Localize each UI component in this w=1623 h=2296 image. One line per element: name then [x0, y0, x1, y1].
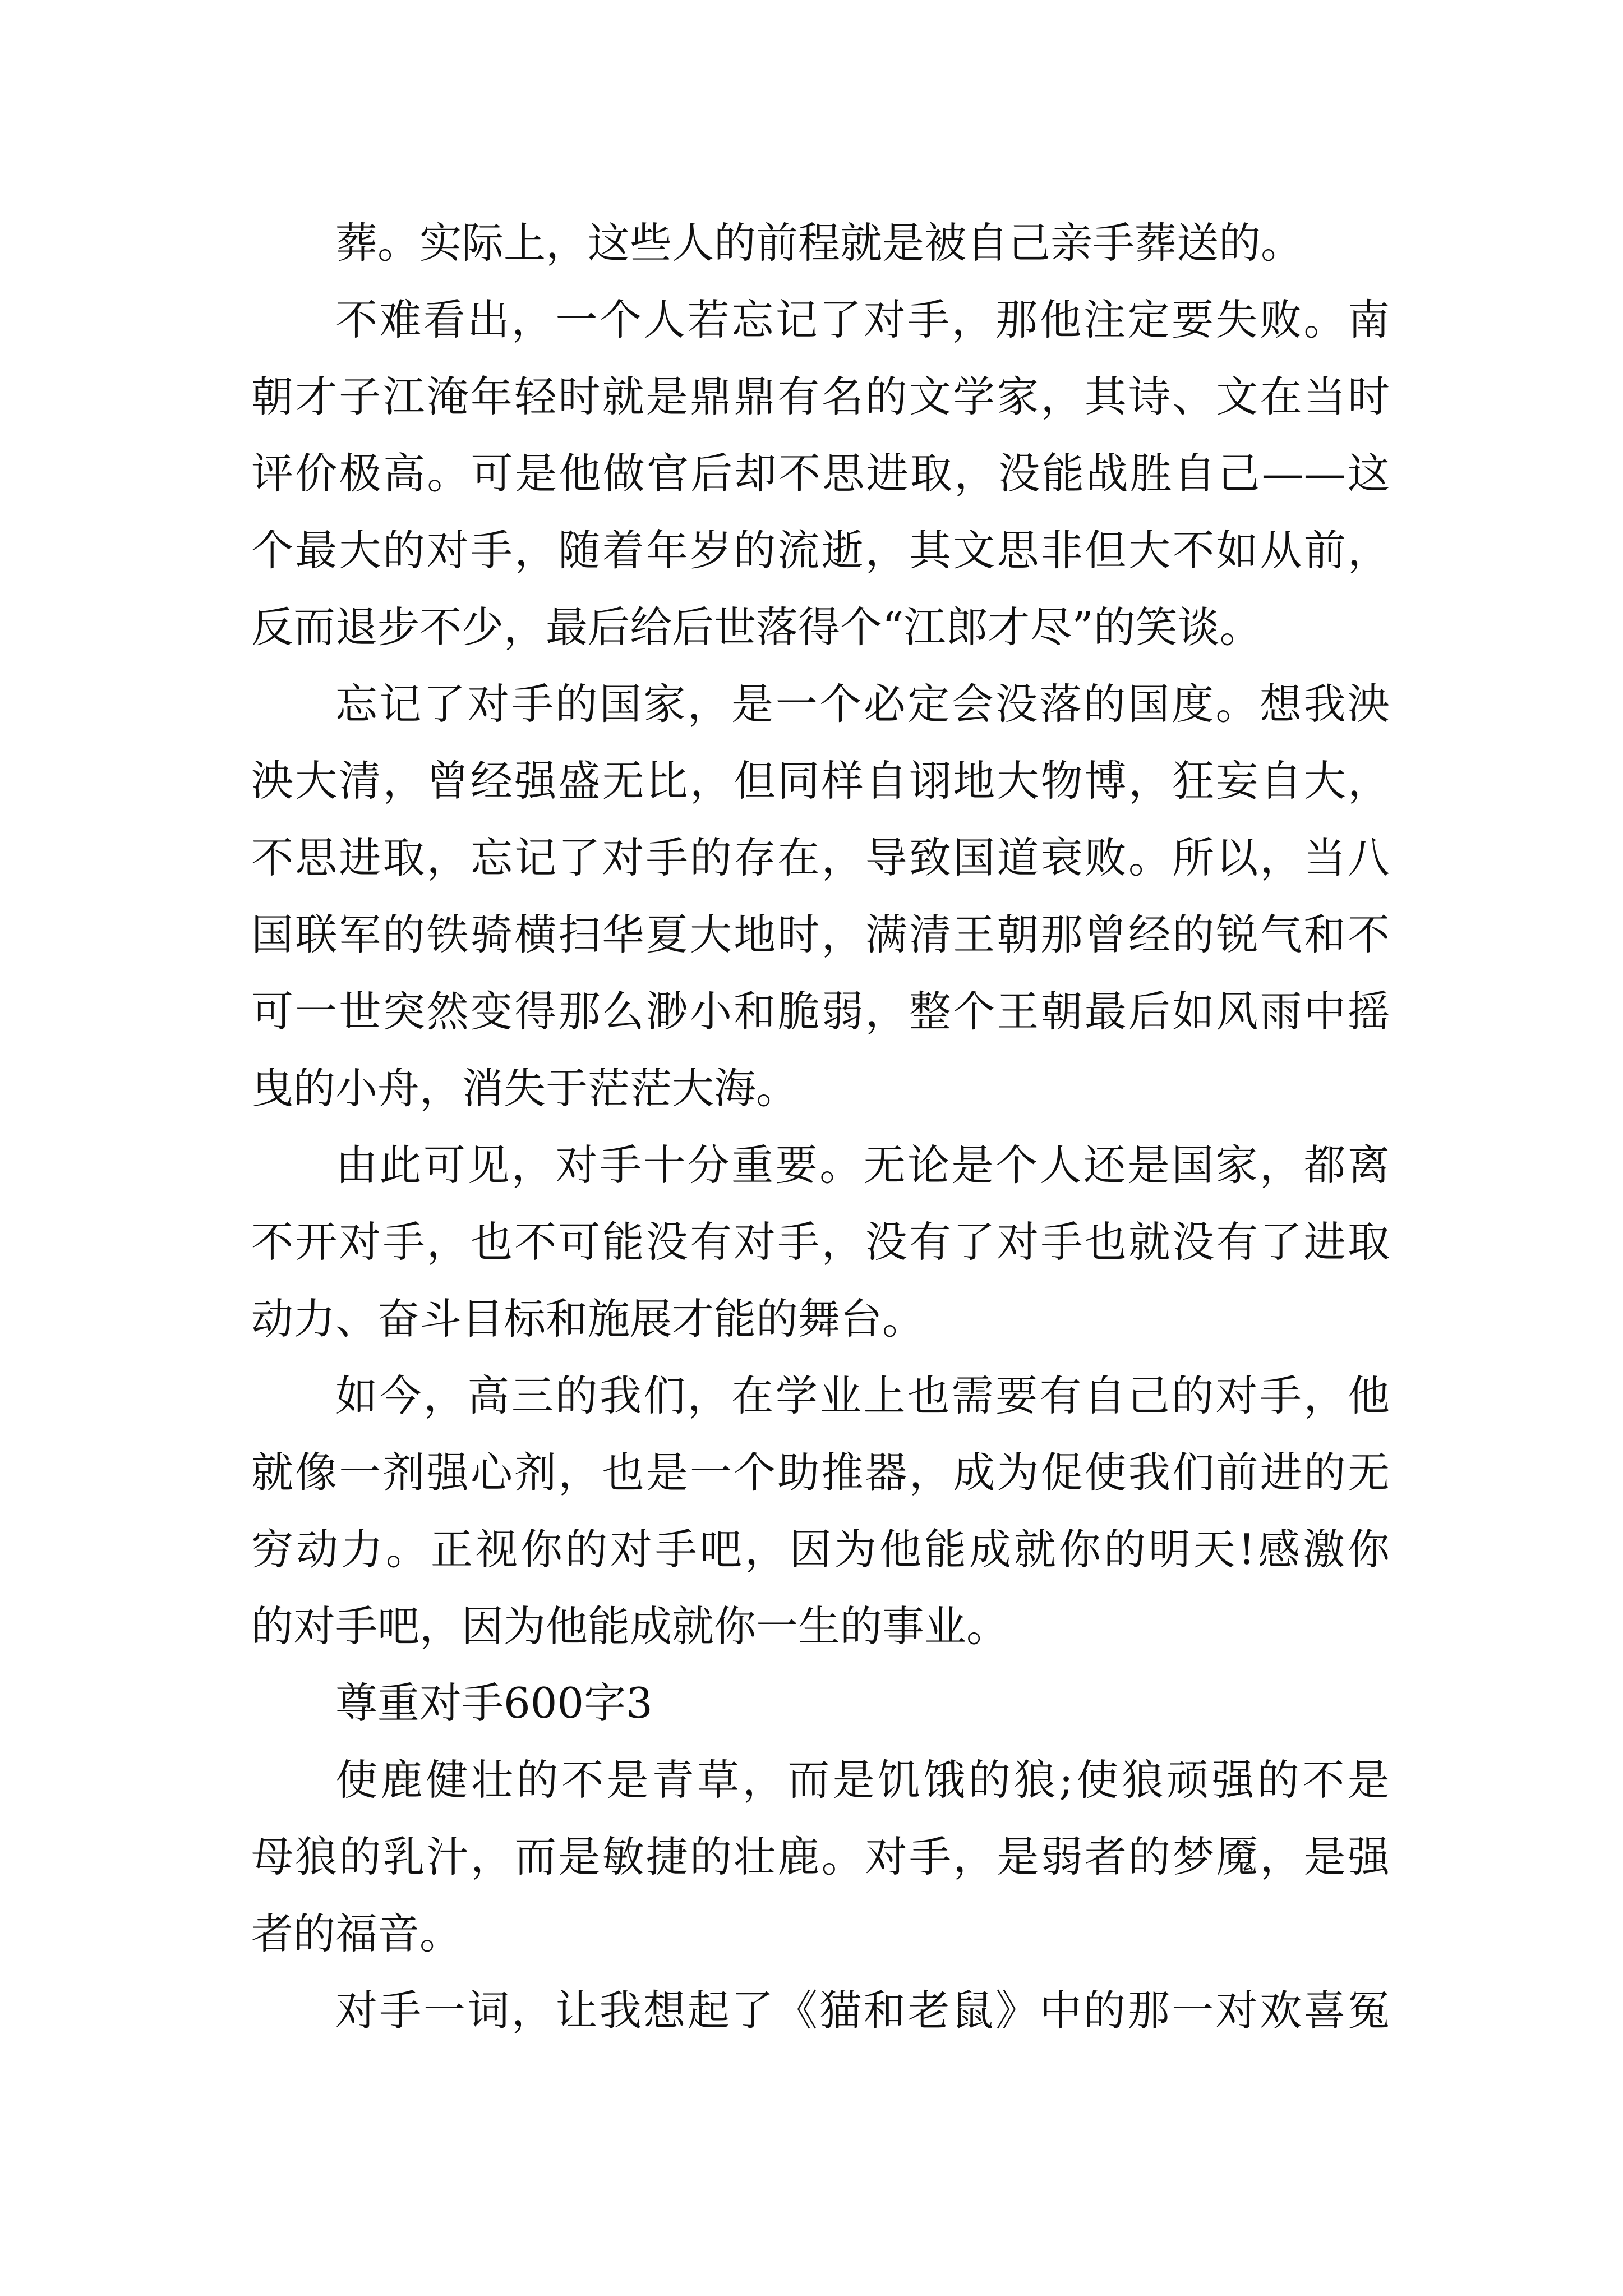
paragraph-line: 对手一词，让我想起了《猫和老鼠》中的那一对欢喜冤	[335, 1986, 1390, 2035]
paragraph-line: 葬。实际上，这些人的前程就是被自己亲手葬送的。	[335, 218, 1303, 268]
paragraph-line: 的对手吧，因为他能成就你一生的事业。	[251, 1602, 1009, 1651]
section-heading: 尊重对手600字3	[335, 1678, 653, 1728]
paragraph-line: 可一世突然变得那么渺小和脆弱，整个王朝最后如风雨中摇	[251, 987, 1390, 1036]
paragraph-line: 泱大清，曾经强盛无比，但同样自诩地大物博，狂妄自大，	[251, 756, 1390, 806]
paragraph-line: 动力、奋斗目标和施展才能的舞台。	[251, 1294, 925, 1343]
paragraph-line: 忘记了对手的国家，是一个必定会没落的国度。想我泱	[335, 679, 1390, 729]
paragraph-line: 个最大的对手，随着年岁的流逝，其文思非但大不如从前，	[251, 526, 1390, 575]
paragraph-line: 不思进取，忘记了对手的存在，导致国道衰败。所以，当八	[251, 833, 1390, 882]
paragraph-line: 评价极高。可是他做官后却不思进取，没能战胜自己——这	[251, 449, 1390, 498]
paragraph-line: 由此可见，对手十分重要。无论是个人还是国家，都离	[335, 1140, 1390, 1190]
paragraph-line: 不开对手，也不可能没有对手，没有了对手也就没有了进取	[251, 1217, 1390, 1267]
paragraph-line: 母狼的乳汁，而是敏捷的壮鹿。对手，是弱者的梦魇，是强	[251, 1832, 1390, 1881]
paragraph-line: 如今，高三的我们，在学业上也需要有自己的对手，他	[335, 1371, 1390, 1420]
paragraph-line: 国联军的铁骑横扫华夏大地时，满清王朝那曾经的锐气和不	[251, 910, 1390, 959]
paragraph-line: 反而退步不少，最后给后世落得个“江郎才尽”的笑谈。	[251, 602, 1262, 652]
paragraph-line: 者的福音。	[251, 1909, 462, 1958]
paragraph-line: 朝才子江淹年轻时就是鼎鼎有名的文学家，其诗、文在当时	[251, 372, 1390, 421]
paragraph-line: 曳的小舟，消失于茫茫大海。	[251, 1064, 799, 1113]
paragraph-line: 不难看出，一个人若忘记了对手，那他注定要失败。南	[335, 295, 1390, 344]
paragraph-line: 使鹿健壮的不是青草，而是饥饿的狼;使狼顽强的不是	[335, 1755, 1390, 1805]
paragraph-line: 就像一剂强心剂，也是一个助推器，成为促使我们前进的无	[251, 1448, 1390, 1497]
paragraph-line: 穷动力。正视你的对手吧，因为他能成就你的明天!感激你	[251, 1525, 1390, 1574]
